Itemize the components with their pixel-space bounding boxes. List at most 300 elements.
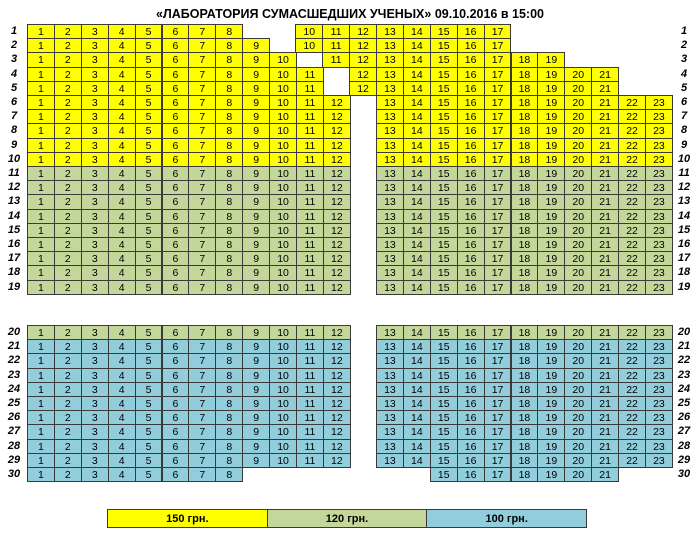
seat[interactable]: 4 [108,24,136,39]
seat[interactable]: 14 [403,251,431,266]
seat[interactable]: 3 [81,52,109,67]
seat[interactable]: 16 [457,439,485,454]
seat[interactable]: 10 [269,180,297,195]
seat[interactable]: 6 [162,209,190,224]
seat[interactable]: 17 [484,265,512,280]
seat[interactable]: 4 [108,152,136,167]
seat[interactable]: 19 [537,439,565,454]
seat[interactable]: 18 [511,280,539,295]
seat[interactable]: 2 [54,368,82,383]
seat[interactable]: 6 [162,123,190,138]
seat[interactable]: 21 [591,439,619,454]
seat[interactable]: 16 [457,95,485,110]
seat[interactable]: 19 [537,339,565,354]
seat[interactable]: 2 [54,251,82,266]
seat[interactable]: 3 [81,152,109,167]
seat[interactable]: 19 [537,453,565,468]
seat[interactable]: 17 [484,325,512,340]
seat[interactable]: 4 [108,123,136,138]
seat[interactable]: 7 [188,24,216,39]
seat[interactable]: 21 [591,368,619,383]
seat[interactable]: 19 [537,265,565,280]
seat[interactable]: 15 [430,368,458,383]
seat[interactable]: 23 [645,280,673,295]
seat[interactable]: 9 [242,52,270,67]
seat[interactable]: 6 [162,396,190,411]
seat[interactable]: 6 [162,339,190,354]
seat[interactable]: 11 [296,237,324,252]
seat[interactable]: 7 [188,467,216,482]
seat[interactable]: 14 [403,138,431,153]
seat[interactable]: 15 [430,194,458,209]
seat[interactable]: 15 [430,251,458,266]
seat[interactable]: 4 [108,353,136,368]
seat[interactable]: 20 [564,382,592,397]
seat[interactable]: 9 [242,138,270,153]
seat[interactable]: 1 [27,81,55,96]
seat[interactable]: 18 [511,453,539,468]
seat[interactable]: 7 [188,166,216,181]
seat[interactable]: 21 [591,325,619,340]
seat[interactable]: 3 [81,325,109,340]
seat[interactable]: 1 [27,424,55,439]
seat[interactable]: 8 [215,396,243,411]
seat[interactable]: 20 [564,209,592,224]
seat[interactable]: 10 [269,81,297,96]
seat[interactable]: 18 [511,467,539,482]
seat[interactable]: 16 [457,280,485,295]
seat[interactable]: 15 [430,166,458,181]
seat[interactable]: 5 [135,368,163,383]
seat[interactable]: 2 [54,166,82,181]
seat[interactable]: 11 [296,109,324,124]
seat[interactable]: 6 [162,280,190,295]
seat[interactable]: 3 [81,453,109,468]
seat[interactable]: 10 [269,95,297,110]
seat[interactable]: 7 [188,109,216,124]
seat[interactable]: 5 [135,24,163,39]
seat[interactable]: 17 [484,209,512,224]
seat[interactable]: 13 [376,368,404,383]
seat[interactable]: 21 [591,280,619,295]
seat[interactable]: 12 [323,453,351,468]
seat[interactable]: 14 [403,439,431,454]
seat[interactable]: 16 [457,67,485,82]
seat[interactable]: 12 [323,382,351,397]
seat[interactable]: 2 [54,38,82,53]
seat[interactable]: 12 [349,67,377,82]
seat[interactable]: 23 [645,180,673,195]
seat[interactable]: 22 [618,95,646,110]
seat[interactable]: 22 [618,138,646,153]
seat[interactable]: 20 [564,353,592,368]
seat[interactable]: 20 [564,81,592,96]
seat[interactable]: 12 [323,396,351,411]
seat[interactable]: 17 [484,38,512,53]
seat[interactable]: 21 [591,353,619,368]
seat[interactable]: 10 [295,38,323,53]
seat[interactable]: 9 [242,382,270,397]
seat[interactable]: 14 [403,166,431,181]
seat[interactable]: 14 [403,24,431,39]
seat[interactable]: 18 [511,166,539,181]
seat[interactable]: 1 [27,439,55,454]
seat[interactable]: 13 [376,109,404,124]
seat[interactable]: 23 [645,396,673,411]
seat[interactable]: 16 [457,109,485,124]
seat[interactable]: 21 [591,467,619,482]
seat[interactable]: 15 [430,209,458,224]
seat[interactable]: 9 [242,353,270,368]
seat[interactable]: 10 [269,109,297,124]
seat[interactable]: 8 [215,410,243,425]
seat[interactable]: 19 [537,223,565,238]
seat[interactable]: 20 [564,467,592,482]
seat[interactable]: 5 [135,223,163,238]
seat[interactable]: 14 [403,38,431,53]
seat[interactable]: 6 [162,325,190,340]
seat[interactable]: 8 [215,223,243,238]
seat[interactable]: 15 [430,237,458,252]
seat[interactable]: 5 [135,109,163,124]
seat[interactable]: 4 [108,368,136,383]
seat[interactable]: 3 [81,237,109,252]
seat[interactable]: 17 [484,368,512,383]
seat[interactable]: 1 [27,38,55,53]
seat[interactable]: 11 [296,339,324,354]
seat[interactable]: 14 [403,382,431,397]
seat[interactable]: 22 [618,251,646,266]
seat[interactable]: 11 [296,67,324,82]
seat[interactable]: 4 [108,209,136,224]
seat[interactable]: 3 [81,209,109,224]
seat[interactable]: 3 [81,396,109,411]
seat[interactable]: 17 [484,439,512,454]
seat[interactable]: 22 [618,353,646,368]
seat[interactable]: 12 [323,138,351,153]
seat[interactable]: 9 [242,237,270,252]
seat[interactable]: 19 [537,209,565,224]
seat[interactable]: 17 [484,251,512,266]
seat[interactable]: 8 [215,339,243,354]
seat[interactable]: 16 [457,396,485,411]
seat[interactable]: 12 [323,95,351,110]
seat[interactable]: 9 [242,396,270,411]
seat[interactable]: 7 [188,123,216,138]
seat[interactable]: 12 [323,339,351,354]
seat[interactable]: 7 [188,396,216,411]
seat[interactable]: 8 [215,382,243,397]
seat[interactable]: 22 [618,410,646,425]
seat[interactable]: 1 [27,123,55,138]
seat[interactable]: 9 [242,38,270,53]
seat[interactable]: 5 [135,180,163,195]
seat[interactable]: 4 [108,251,136,266]
seat[interactable]: 14 [403,123,431,138]
seat[interactable]: 1 [27,152,55,167]
seat[interactable]: 18 [511,52,539,67]
seat[interactable]: 12 [323,166,351,181]
seat[interactable]: 3 [81,439,109,454]
seat[interactable]: 11 [296,382,324,397]
seat[interactable]: 15 [430,180,458,195]
seat[interactable]: 2 [54,280,82,295]
seat[interactable]: 9 [242,67,270,82]
seat[interactable]: 14 [403,223,431,238]
seat[interactable]: 9 [242,251,270,266]
seat[interactable]: 4 [108,396,136,411]
seat[interactable]: 8 [215,368,243,383]
seat[interactable]: 21 [591,95,619,110]
seat[interactable]: 10 [269,424,297,439]
seat[interactable]: 13 [376,265,404,280]
seat[interactable]: 18 [511,382,539,397]
seat[interactable]: 6 [162,109,190,124]
seat[interactable]: 7 [188,339,216,354]
seat[interactable]: 18 [511,368,539,383]
seat[interactable]: 19 [537,237,565,252]
seat[interactable]: 9 [242,265,270,280]
seat[interactable]: 23 [645,439,673,454]
seat[interactable]: 3 [81,424,109,439]
seat[interactable]: 19 [537,382,565,397]
seat[interactable]: 7 [188,410,216,425]
seat[interactable]: 17 [484,410,512,425]
seat[interactable]: 8 [215,81,243,96]
seat[interactable]: 19 [537,138,565,153]
seat[interactable]: 6 [162,24,190,39]
seat[interactable]: 5 [135,467,163,482]
seat[interactable]: 22 [618,223,646,238]
seat[interactable]: 7 [188,38,216,53]
seat[interactable]: 16 [457,223,485,238]
seat[interactable]: 16 [457,209,485,224]
seat[interactable]: 17 [484,180,512,195]
seat[interactable]: 10 [269,439,297,454]
seat[interactable]: 23 [645,166,673,181]
seat[interactable]: 15 [430,382,458,397]
seat[interactable]: 2 [54,109,82,124]
seat[interactable]: 8 [215,67,243,82]
seat[interactable]: 11 [296,209,324,224]
seat[interactable]: 14 [403,280,431,295]
seat[interactable]: 1 [27,166,55,181]
seat[interactable]: 8 [215,52,243,67]
seat[interactable]: 21 [591,382,619,397]
seat[interactable]: 9 [242,180,270,195]
seat[interactable]: 3 [81,123,109,138]
seat[interactable]: 4 [108,223,136,238]
seat[interactable]: 2 [54,123,82,138]
seat[interactable]: 1 [27,325,55,340]
seat[interactable]: 5 [135,280,163,295]
seat[interactable]: 21 [591,424,619,439]
seat[interactable]: 16 [457,467,485,482]
seat[interactable]: 22 [618,280,646,295]
seat[interactable]: 19 [537,180,565,195]
seat[interactable]: 4 [108,52,136,67]
seat[interactable]: 4 [108,237,136,252]
seat[interactable]: 7 [188,95,216,110]
seat[interactable]: 16 [457,24,485,39]
seat[interactable]: 2 [54,194,82,209]
seat[interactable]: 6 [162,166,190,181]
seat[interactable]: 12 [323,353,351,368]
seat[interactable]: 16 [457,453,485,468]
seat[interactable]: 17 [484,67,512,82]
seat[interactable]: 9 [242,280,270,295]
seat[interactable]: 15 [430,410,458,425]
seat[interactable]: 2 [54,453,82,468]
seat[interactable]: 15 [430,81,458,96]
seat[interactable]: 16 [457,339,485,354]
seat[interactable]: 10 [269,166,297,181]
seat[interactable]: 11 [296,152,324,167]
seat[interactable]: 22 [618,424,646,439]
seat[interactable]: 20 [564,439,592,454]
seat[interactable]: 22 [618,109,646,124]
seat[interactable]: 2 [54,237,82,252]
seat[interactable]: 2 [54,339,82,354]
seat[interactable]: 1 [27,368,55,383]
seat[interactable]: 12 [349,24,377,39]
seat[interactable]: 23 [645,123,673,138]
seat[interactable]: 11 [296,439,324,454]
seat[interactable]: 22 [618,152,646,167]
seat[interactable]: 16 [457,166,485,181]
seat[interactable]: 13 [376,81,404,96]
seat[interactable]: 18 [511,223,539,238]
seat[interactable]: 7 [188,81,216,96]
seat[interactable]: 14 [403,194,431,209]
seat[interactable]: 5 [135,166,163,181]
seat[interactable]: 22 [618,237,646,252]
seat[interactable]: 17 [484,152,512,167]
seat[interactable]: 6 [162,138,190,153]
seat[interactable]: 11 [296,265,324,280]
seat[interactable]: 2 [54,410,82,425]
seat[interactable]: 23 [645,152,673,167]
seat[interactable]: 7 [188,138,216,153]
seat[interactable]: 8 [215,166,243,181]
seat[interactable]: 13 [376,180,404,195]
seat[interactable]: 12 [323,209,351,224]
seat[interactable]: 3 [81,382,109,397]
seat[interactable]: 11 [296,410,324,425]
seat[interactable]: 8 [215,237,243,252]
seat[interactable]: 17 [484,52,512,67]
seat[interactable]: 6 [162,353,190,368]
seat[interactable]: 14 [403,180,431,195]
seat[interactable]: 23 [645,453,673,468]
seat[interactable]: 4 [108,453,136,468]
seat[interactable]: 18 [511,325,539,340]
seat[interactable]: 7 [188,152,216,167]
seat[interactable]: 15 [430,123,458,138]
seat[interactable]: 13 [376,194,404,209]
seat[interactable]: 3 [81,81,109,96]
seat[interactable]: 8 [215,453,243,468]
seat[interactable]: 20 [564,237,592,252]
seat[interactable]: 8 [215,280,243,295]
seat[interactable]: 11 [296,396,324,411]
seat[interactable]: 4 [108,325,136,340]
seat[interactable]: 19 [537,410,565,425]
seat[interactable]: 11 [296,453,324,468]
seat[interactable]: 10 [269,368,297,383]
seat[interactable]: 13 [376,123,404,138]
seat[interactable]: 5 [135,382,163,397]
seat[interactable]: 5 [135,52,163,67]
seat[interactable]: 7 [188,424,216,439]
seat[interactable]: 17 [484,24,512,39]
seat[interactable]: 7 [188,180,216,195]
seat[interactable]: 17 [484,166,512,181]
seat[interactable]: 14 [403,396,431,411]
seat[interactable]: 17 [484,453,512,468]
seat[interactable]: 14 [403,95,431,110]
seat[interactable]: 20 [564,453,592,468]
seat[interactable]: 12 [323,410,351,425]
seat[interactable]: 9 [242,339,270,354]
seat[interactable]: 18 [511,180,539,195]
seat[interactable]: 6 [162,52,190,67]
seat[interactable]: 6 [162,467,190,482]
seat[interactable]: 18 [511,95,539,110]
seat[interactable]: 10 [269,223,297,238]
seat[interactable]: 17 [484,280,512,295]
seat[interactable]: 23 [645,251,673,266]
seat[interactable]: 22 [618,209,646,224]
seat[interactable]: 5 [135,325,163,340]
seat[interactable]: 15 [430,52,458,67]
seat[interactable]: 11 [322,24,350,39]
seat[interactable]: 9 [242,424,270,439]
seat[interactable]: 23 [645,265,673,280]
seat[interactable]: 21 [591,209,619,224]
seat[interactable]: 23 [645,223,673,238]
seat[interactable]: 4 [108,439,136,454]
seat[interactable]: 4 [108,109,136,124]
seat[interactable]: 17 [484,81,512,96]
seat[interactable]: 1 [27,180,55,195]
seat[interactable]: 23 [645,209,673,224]
seat[interactable]: 1 [27,67,55,82]
seat[interactable]: 11 [296,95,324,110]
seat[interactable]: 13 [376,166,404,181]
seat[interactable]: 11 [296,368,324,383]
seat[interactable]: 10 [269,194,297,209]
seat[interactable]: 5 [135,339,163,354]
seat[interactable]: 19 [537,353,565,368]
seat[interactable]: 20 [564,138,592,153]
seat[interactable]: 16 [457,152,485,167]
seat[interactable]: 10 [269,67,297,82]
seat[interactable]: 23 [645,95,673,110]
seat[interactable]: 3 [81,95,109,110]
seat[interactable]: 20 [564,109,592,124]
seat[interactable]: 1 [27,138,55,153]
seat[interactable]: 23 [645,339,673,354]
seat[interactable]: 17 [484,138,512,153]
seat[interactable]: 9 [242,109,270,124]
seat[interactable]: 12 [323,251,351,266]
seat[interactable]: 6 [162,180,190,195]
seat[interactable]: 9 [242,453,270,468]
seat[interactable]: 12 [323,424,351,439]
seat[interactable]: 7 [188,237,216,252]
seat[interactable]: 5 [135,152,163,167]
